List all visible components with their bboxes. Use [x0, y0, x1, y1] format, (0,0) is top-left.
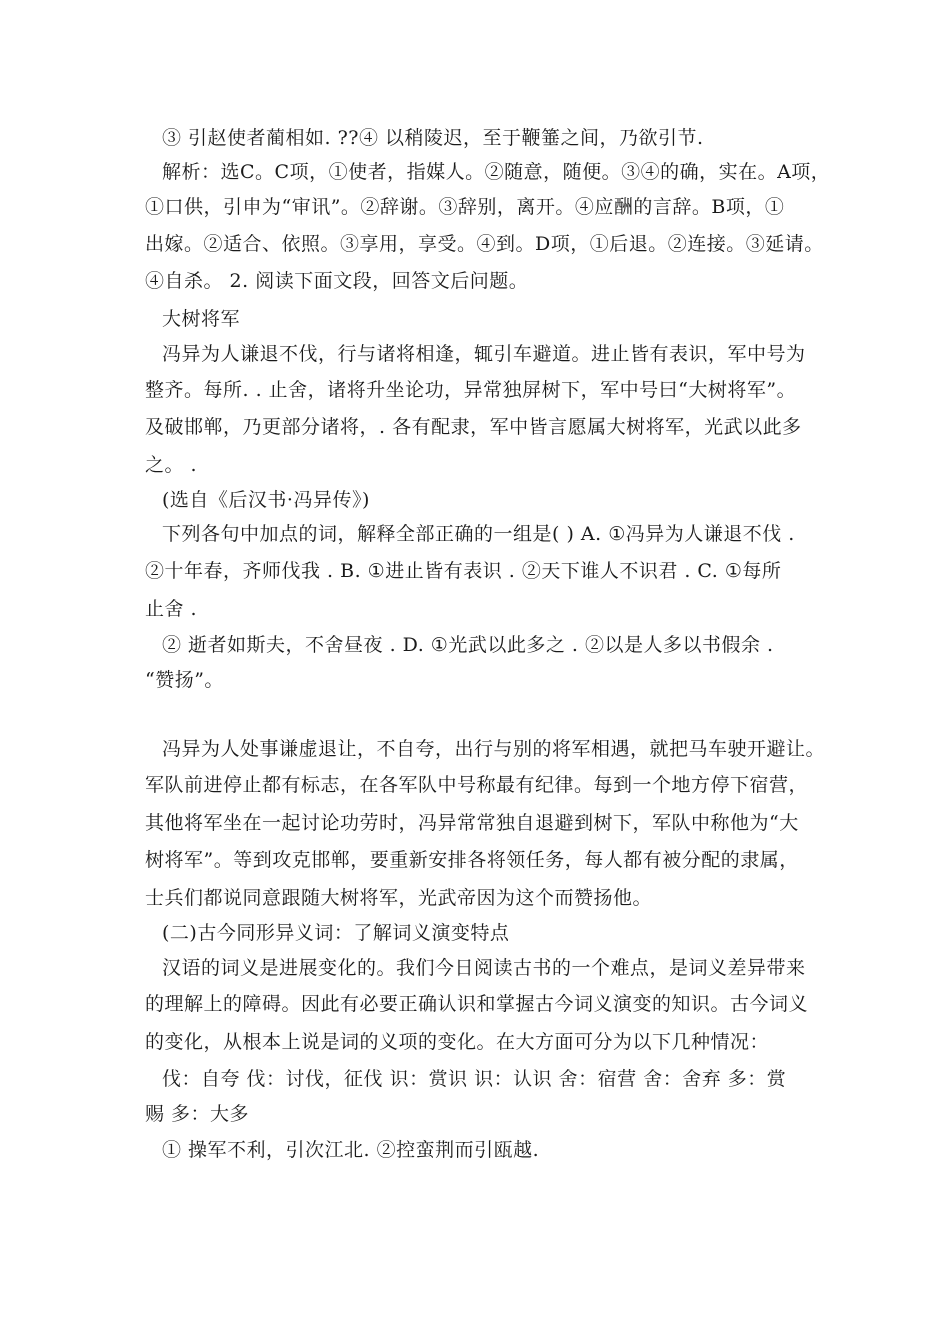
text-line: 冯异为人处事谦虚退让，不自夸，出行与别的将军相遇，就把马车驶开避让。: [162, 738, 826, 760]
text-line: 赐 多：大多: [145, 1103, 250, 1125]
text-line: 的理解上的障碍。因此有必要正确认识和掌握古今词义演变的知识。古今词义: [145, 993, 809, 1015]
text-line: 下列各句中加点的词，解释全部正确的一组是( ) A. ①冯异为人谦退不伐 .: [162, 523, 795, 545]
text-line: 汉语的词义是进展变化的。我们今日阅读古书的一个难点，是词义差异带来: [162, 957, 806, 979]
text-line: 解析：选C。C项，①使者，指媒人。②随意，随便。③④的确，实在。A项，: [162, 161, 831, 183]
text-line: 及破邯郸，乃更部分诸将，. 各有配隶，军中皆言愿属大树将军，光武以此多: [145, 416, 802, 438]
text-line: ② 逝者如斯夫，不舍昼夜 . D. ①光武以此多之 . ②以是人多以书假余 .: [162, 634, 774, 656]
text-line: ②十年春，齐师伐我 . B. ①进止皆有表识 . ②天下谁人不识君 . C. ①每所: [145, 560, 782, 582]
text-line: ③ 引赵使者蔺相如. ??④ 以稍陵迟，至于鞭箠之间，乃欲引节.: [162, 127, 704, 149]
section-heading: (二)古今同形异义词：了解词义演变特点: [162, 922, 510, 944]
text-line: 其他将军坐在一起讨论功劳时，冯异常常独自退避到树下，军队中称他为“大: [145, 812, 799, 834]
text-line: 伐：自夸 伐：讨伐，征伐 识：赏识 识：认识 舍：宿营 舍：舍弃 多：赏: [162, 1068, 787, 1090]
text-line: 之。 .: [145, 454, 198, 476]
source-citation: (选自《后汉书·冯异传》): [162, 489, 370, 511]
text-line: 士兵们都说同意跟随大树将军，光武帝因为这个而赞扬他。: [145, 887, 653, 909]
text-line: 树将军”。等到攻克邯郸，要重新安排各将领任务，每人都有被分配的隶属，: [145, 849, 799, 871]
text-line: 止舍 .: [145, 598, 198, 620]
text-line: “赞扬”。: [145, 669, 224, 691]
section-title: 大树将军: [162, 308, 241, 330]
text-line: ①口供，引申为“审讯”。②辞谢。③辞别，离开。④应酬的言辞。B项，①: [145, 196, 785, 218]
text-line: ④自杀。 2. 阅读下面文段，回答文后问题。: [145, 270, 529, 292]
text-line: 军队前进停止都有标志，在各军队中号称最有纪律。每到一个地方停下宿营，: [145, 774, 809, 796]
text-line: 出嫁。②适合、依照。③享用，享受。④到。D项，①后退。②连接。③延请。: [145, 233, 824, 255]
text-line: ① 操军不利，引次江北. ②控蛮荆而引瓯越.: [162, 1139, 540, 1161]
text-line: 的变化，从根本上说是词的义项的变化。在大方面可分为以下几种情况：: [145, 1031, 770, 1053]
text-line: 冯异为人谦退不伐，行与诸将相逢，辄引车避道。进止皆有表识，军中号为: [162, 343, 806, 365]
text-line: 整齐。每所. . 止舍，诸将升坐论功，异常独屏树下，军中号曰“大树将军”。: [145, 379, 797, 401]
